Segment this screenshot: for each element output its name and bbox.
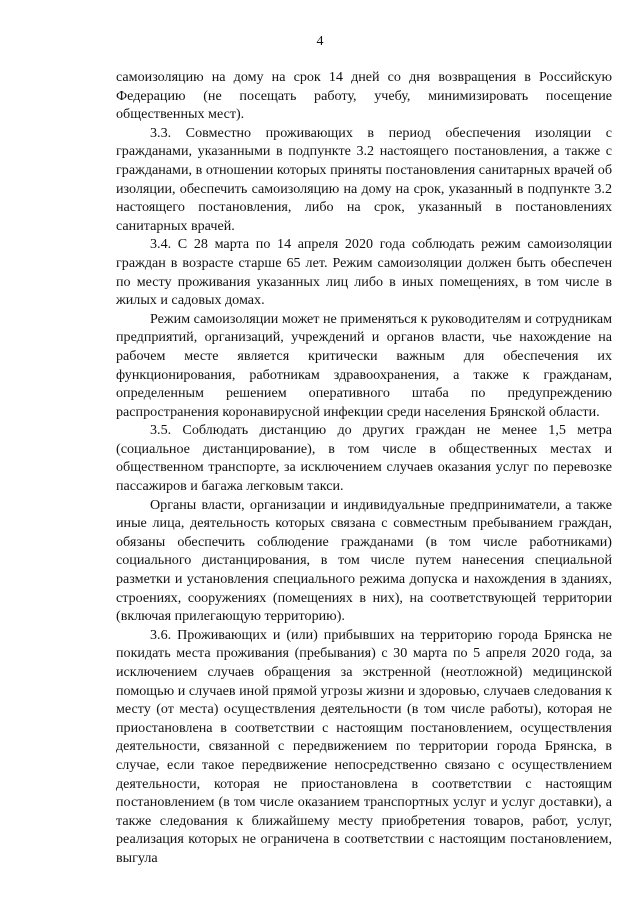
- paragraph-3-5: 3.5. Соблюдать дистанцию до других граждан не менее 1,5 метра (социальное дистанцирование), в том числе в общественных местах и общественном транспорте, за исключением случаев оказания услуг по перевозке пассажиров и багажа легковым такси.: [116, 422, 612, 495]
- paragraph-3-6: 3.6. Проживающих и (или) прибывших на территорию города Брянска не покидать места проживания (пребывания) с 30 марта по 5 апреля 2020 года, за исключением случаев обращения за экстренной (неотложной) медицинской помощью и случаев иной прямой угрозы жизни и здоровью, случаев следования к месту (от места) осуществления деятельности (в том числе работы), которая не приостановлена в соответствии с настоящим постановлением, осуществления деятельности, связанной с передвижением по территории города Брянска, в случае, если такое передвижение непосредственно связано с осуществлением деятельности, которая не приостановлена в соответствии с настоящим постановлением (в том числе оказанием транспортных услуг и услуг доставки), а также следования к ближайшему месту приобретения товаров, работ, услуг, реализация которых не ограничена в соответствии с настоящим постановлением, выгула: [116, 626, 612, 866]
- paragraph-3-4: 3.4. С 28 марта по 14 апреля 2020 года соблюдать режим самоизоляции граждан в возрасте старше 65 лет. Режим самоизоляции должен быть обеспечен по месту проживания указанных лиц либо в иных помещениях, в том числе в жилых и садовых домах.: [116, 236, 612, 309]
- paragraph-organizations-distancing: Органы власти, организации и индивидуальные предприниматели, а также иные лица, деятельность которых связана с совместным пребыванием граждан, обязаны обеспечить соблюдение гражданами (в том числе работниками) социального дистанцирования, в том числе путем нанесения специальной разметки и установления специального режима допуска и нахождения в зданиях, строениях, сооружениях (помещениях в них), на соответствующей территории (включая прилегающую территорию).: [116, 496, 612, 625]
- document-body: [116, 68, 612, 868]
- paragraph-1: самоизоляцию на дому на срок 14 дней со дня возвращения в Российскую Федерацию (не посещать работу, учебу, минимизировать посещение общественных мест).: [116, 69, 612, 123]
- paragraph-self-isolation-exemptions: Режим самоизоляции может не применяться к руководителям и сотрудникам предприятий, организаций, учреждений и органов власти, чье нахождение на рабочем месте является критически важным для обеспечения их функционирования, работникам здравоохранения, а также к гражданам, определенным решением оперативного штаба по предупреждению распространения коронавирусной инфекции среди населения Брянской области.: [116, 310, 612, 420]
- page-number: 4: [316, 34, 324, 49]
- paragraph-3-3: 3.3. Совместно проживающих в период обеспечения изоляции с гражданами, указанными в подпункте 3.2 настоящего постановления, а также с гражданами, в отношении которых приняты постановления санитарных врачей об изоляции, обеспечить самоизоляцию на дому на срок, указанный в подпункте 3.2 настоящего постановления, либо на срок, указанный в постановлениях санитарных врачей.: [116, 124, 612, 234]
